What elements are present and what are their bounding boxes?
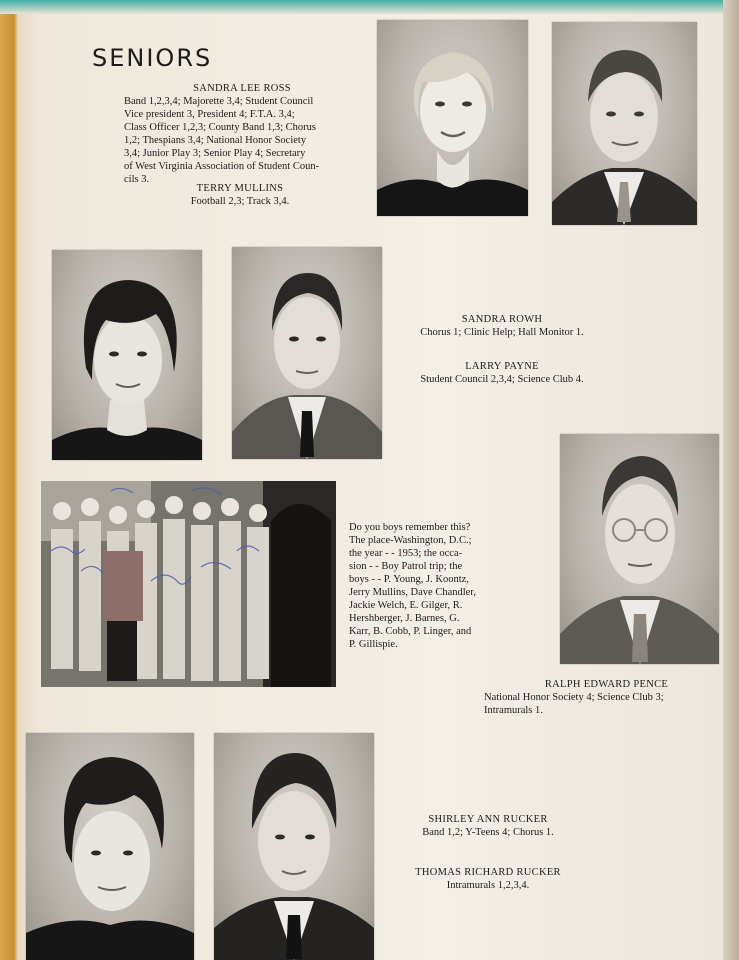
entry-thomas-rucker [388,866,588,892]
activities-line: Chorus 1; Clinic Help; Hall Monitor 1. [420,327,584,338]
entry-shirley-rucker [388,813,588,839]
senior-name: RALPH EDWARD PENCE [544,679,669,690]
group-photo-caption [349,521,524,651]
portrait-sandra-rowh [52,250,202,460]
caption-line: Jackie Welch, E. Gilger, R. [349,600,463,611]
entry-sandra-rowh [392,313,612,339]
activities-line: Intramurals 1,2,3,4. [446,880,530,891]
caption-line: P. Gillispie. [349,639,398,650]
page-right-edge [723,0,739,960]
group-photo-boy-patrol-trip [41,481,336,687]
entry-ralph-pence [484,678,729,717]
entry-terry-mullins [140,182,340,208]
portrait-thomas-rucker [214,733,374,960]
caption-line: Karr, B. Cobb, P. Linger, and [349,626,472,637]
caption-line: sion - - Boy Patrol trip; the [349,561,463,572]
activities-line: Vice president 3, President 4; F.T.A. 3,4; [124,109,295,120]
caption-line: the year - - 1953; the occa- [349,548,463,559]
page-top-edge [0,0,739,14]
activities-line: Student Council 2,3,4; Science Club 4. [420,374,584,385]
caption-line: boys - - P. Young, J. Koontz, [349,574,469,585]
caption-line: Jerry Mullins, Dave Chandler, [349,587,477,598]
activities-line: National Honor Society 4; Science Club 3; [484,692,664,703]
activities-line: 1,2; Thespians 3,4; National Honor Society [124,135,307,146]
portrait-ralph-pence [560,434,719,664]
activities-line: cils 3. [124,174,150,185]
entry-larry-payne [392,360,612,386]
caption-line: Do you boys remember this? [349,522,471,533]
portrait-larry-payne [232,247,382,459]
activities-line: Football 2,3; Track 3,4. [190,196,290,207]
caption-line: Hershberger, J. Barnes, G. [349,613,460,624]
portrait-terry-mullins [552,22,697,225]
portrait-shirley-rucker [26,733,194,960]
senior-name: SANDRA ROWH [461,314,543,325]
activities-line: Band 1,2; Y-Teens 4; Chorus 1. [422,827,554,838]
senior-name: TERRY MULLINS [196,183,284,194]
senior-name: SANDRA LEE ROSS [193,83,291,94]
senior-name: SHIRLEY ANN RUCKER [428,814,548,825]
portrait-sandra-lee-ross [377,20,528,216]
entry-sandra-lee-ross [124,82,360,186]
activities-line: Band 1,2,3,4; Majorette 3,4; Student Council [124,96,314,107]
activities-line: 3,4; Junior Play 3; Senior Play 4; Secretary [124,148,306,159]
activities-line: Intramurals 1. [484,705,543,716]
senior-name: LARRY PAYNE [465,361,539,372]
activities-line: of West Virginia Association of Student Coun- [124,161,320,172]
activities-line: Class Officer 1,2,3; County Band 1,3; Chorus [124,122,317,133]
caption-line: The place-Washington, D.C.; [349,535,472,546]
senior-name: THOMAS RICHARD RUCKER [415,867,561,878]
page-heading: SENIORS [92,44,213,72]
